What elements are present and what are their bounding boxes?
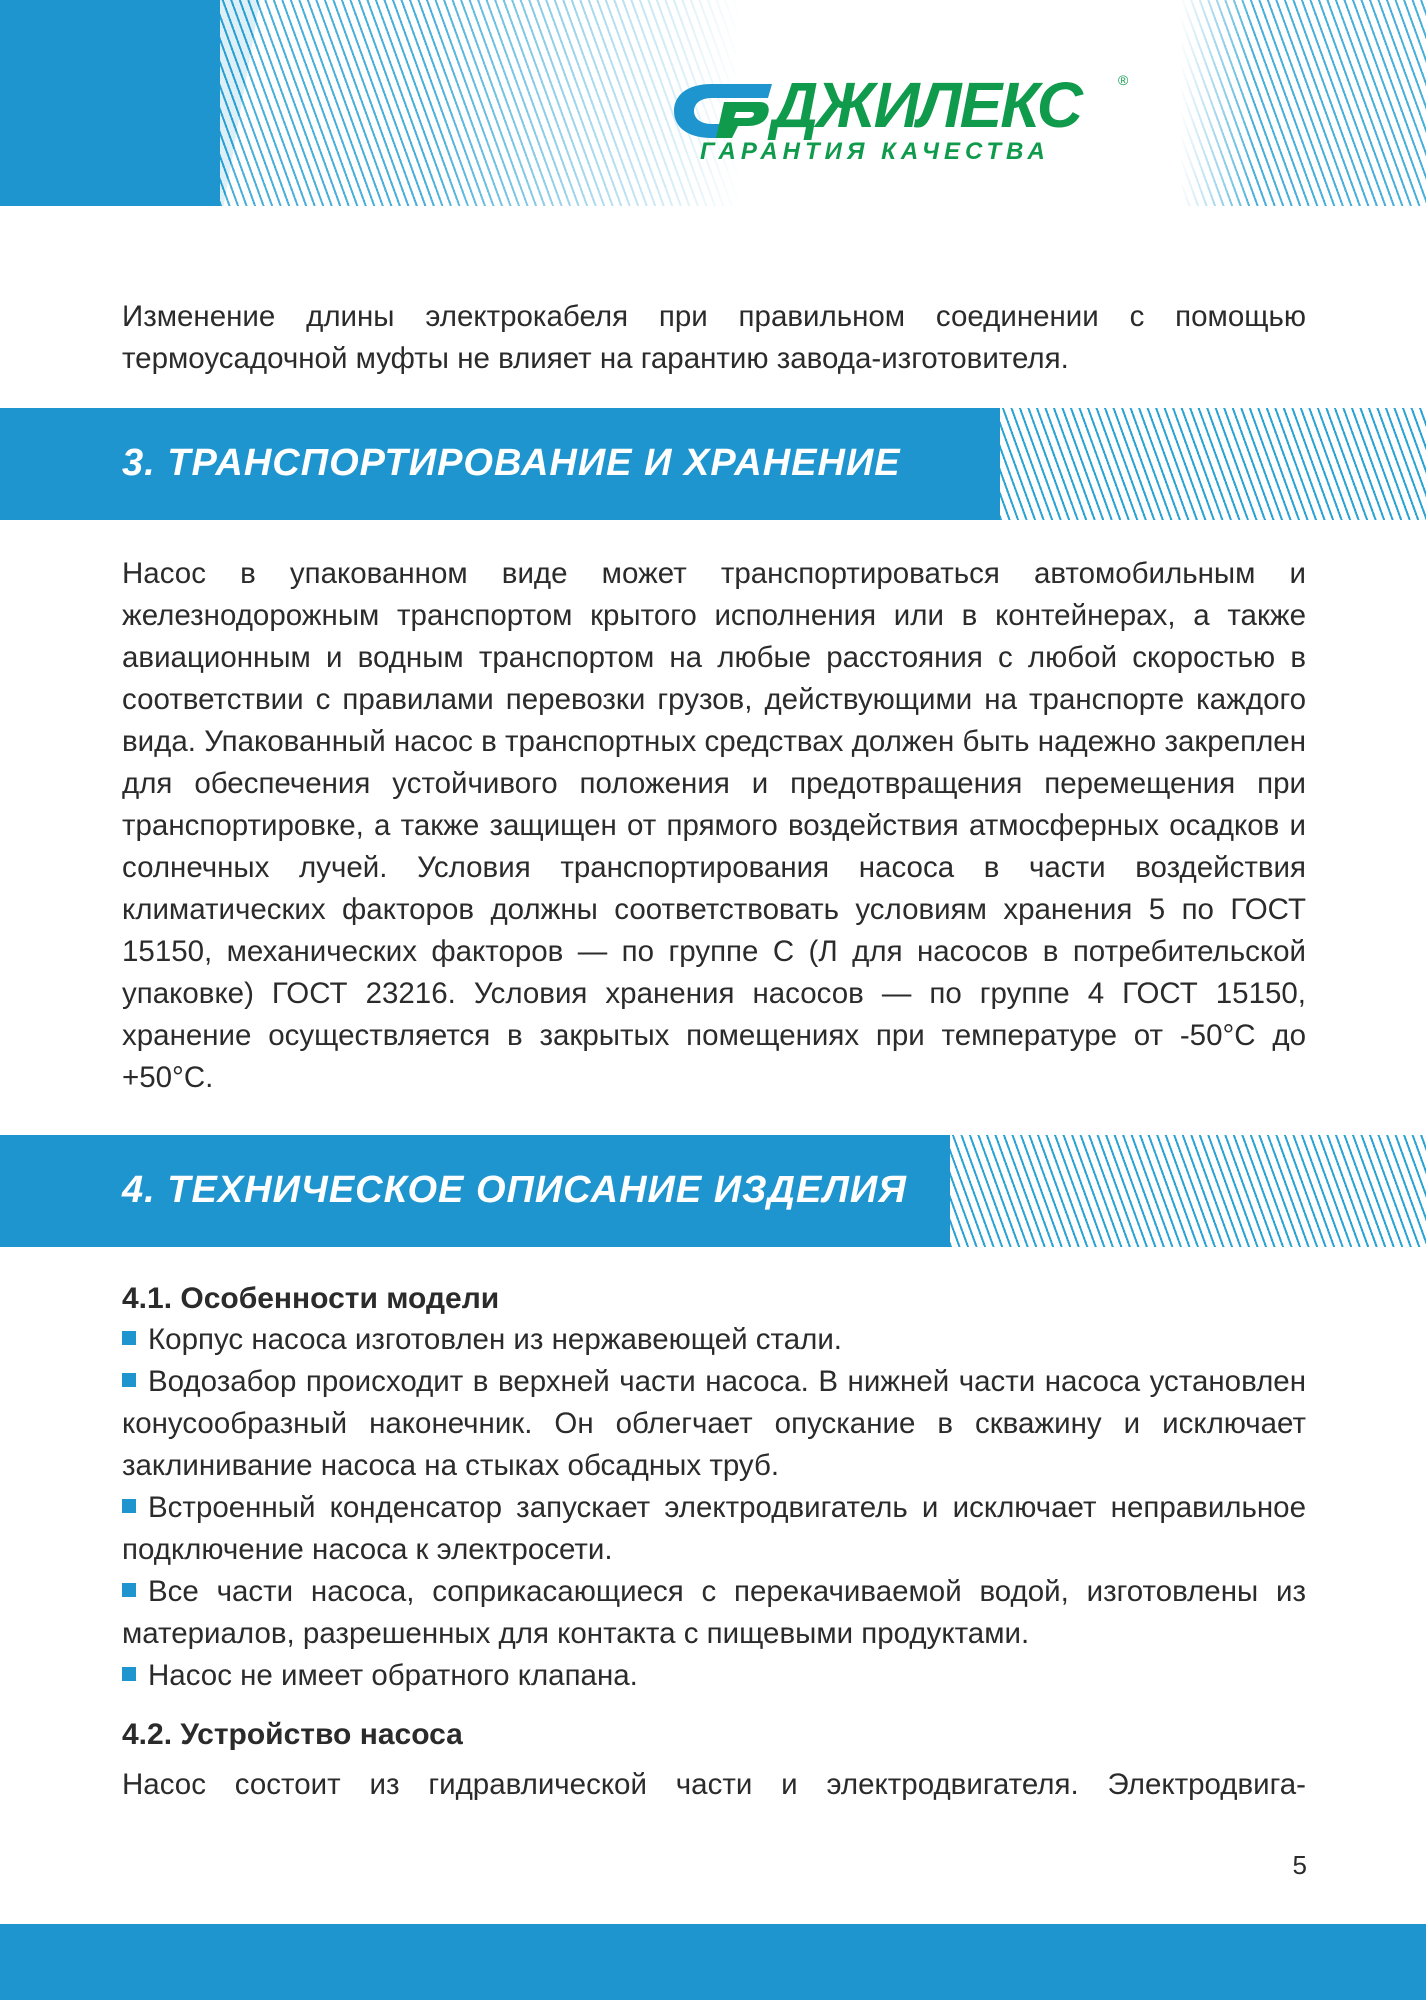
- section-3-body: Насос в упакованном виде может транспортироваться автомобильным и железнодорожным транспортом крытого исполнения или в контейнерах, а также авиационным и водным транспортом на любые расстояния с любой скоростью в соответствии с правилами перевозки грузов, действующими на транспорте каждого вида. Упакованный насос в транспортных средствах должен быть надежно закреплен для обеспечения устойчивого положения и предотвращения перемещения при транспортировке, а также защищен от прямого воздействия атмосферных осадков и солнечных лучей. Условия транспортирования насоса в части воздействия климатических факторов должны соответствовать условиям хранения 5 по ГОСТ 15150, механических факторов — по группе С (Л для насосов в потребительской упаковке) ГОСТ 23216. Условия хранения насосов — по группе 4 ГОСТ 15150, хранение осуществляется в закрытых помещениях при температуре от -50°С до +50°С.: [122, 557, 1306, 1094]
- bullet-square-icon: [122, 1583, 136, 1597]
- list-item: [122, 1361, 1306, 1487]
- header-stripes-left: [220, 0, 740, 206]
- features-list: [122, 1319, 1306, 1697]
- section-4-header: [0, 1135, 1426, 1247]
- subsection-4-2-text: Насос состоит из гидравлической части и электродвигателя. Электродвига-: [122, 1768, 1306, 1801]
- registered-mark: ®: [1118, 72, 1129, 88]
- list-item: [122, 1655, 1306, 1697]
- header-stripes-right: [1180, 0, 1426, 206]
- list-item-text: Все части насоса, соприкасающиеся с перекачиваемой водой, изготовлены из материалов, разрешенных для контакта с пищевыми продуктами.: [122, 1575, 1306, 1650]
- section-3-header: [0, 408, 1426, 520]
- list-item-text: Водозабор происходит в верхней части насоса. В нижней части насоса установлен конусообразный наконечник. Он облегчает опускание в скважину и исключает заклинивание насоса на стыках обсадных труб.: [122, 1365, 1306, 1482]
- list-item: [122, 1319, 1306, 1361]
- section-3-title: 3. ТРАНСПОРТИРОВАНИЕ И ХРАНЕНИЕ: [122, 442, 901, 484]
- list-item-text: Корпус насоса изготовлен из нержавеющей стали.: [148, 1323, 842, 1356]
- page-number: 5: [1292, 1850, 1307, 1880]
- brand-tagline: ГАРАНТИЯ КАЧЕСТВА: [700, 138, 1050, 165]
- list-item-text: Встроенный конденсатор запускает электродвигатель и исключает неправильное подключение насоса к электросети.: [122, 1491, 1306, 1566]
- intro-paragraph: Изменение длины электрокабеля при правильном соединении с помощью термоусадочной муфты не влияет на гарантию завода-изготовителя.: [122, 300, 1306, 375]
- bullet-square-icon: [122, 1499, 136, 1513]
- section-3-band-stripes: [1000, 408, 1426, 520]
- section-4-title: 4. ТЕХНИЧЕСКОЕ ОПИСАНИЕ ИЗДЕЛИЯ: [122, 1169, 907, 1211]
- bullet-square-icon: [122, 1667, 136, 1681]
- list-item: [122, 1487, 1306, 1571]
- footer-bar: [0, 1924, 1426, 2000]
- section-4-band-stripes: [950, 1135, 1426, 1247]
- subsection-4-2-title: 4.2. Устройство насоса: [122, 1718, 463, 1751]
- brand-logo-icon: [672, 80, 772, 142]
- bullet-square-icon: [122, 1331, 136, 1345]
- list-item: [122, 1571, 1306, 1655]
- subsection-4-1-title: 4.1. Особенности модели: [122, 1282, 500, 1315]
- bullet-square-icon: [122, 1373, 136, 1387]
- brand-name: ДЖИЛЕКС: [772, 69, 1081, 141]
- brand-logo: [672, 70, 1142, 170]
- list-item-text: Насос не имеет обратного клапана.: [148, 1659, 638, 1692]
